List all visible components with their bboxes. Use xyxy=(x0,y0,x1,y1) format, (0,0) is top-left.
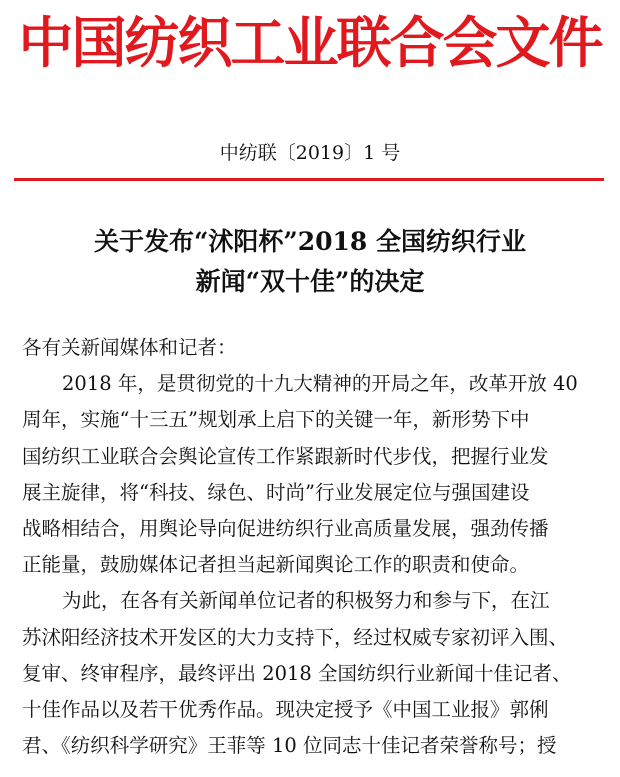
paragraph-line: 为此，在各有关新闻单位记者的积极努力和参与下，在江 xyxy=(62,589,550,613)
document-body xyxy=(22,330,602,764)
paragraph-line: 周年，实施“十三五”规划承上启下的关键一年，新形势下中 xyxy=(22,408,530,432)
paragraph-line: 苏沭阳经济技术开发区的大力支持下，经过权威专家初评入围、 xyxy=(22,625,569,649)
paragraph-1 xyxy=(22,366,602,583)
title-line-1: 关于发布“沭阳杯”2018 全国纺织行业 xyxy=(93,227,527,256)
document-number: 中纺联〔2019〕1 号 xyxy=(219,142,401,164)
paragraph-line: 复审、终审程序，最终评出 2018 全国纺织行业新闻十佳记者、 xyxy=(22,661,572,685)
paragraph-line: 君、《纺织科学研究》王菲等 10 位同志十佳记者荣誉称号；授 xyxy=(22,734,557,758)
paragraph-line: 战略相结合，用舆论导向促进纺织行业高质量发展，强劲传播 xyxy=(22,516,549,540)
header-divider-rule xyxy=(14,178,604,181)
paragraph-line: 国纺织工业联合会舆论宣传工作紧跟新时代步伐，把握行业发 xyxy=(22,444,549,468)
salutation: 各有关新闻媒体和记者： xyxy=(22,336,237,359)
paragraph-line: 展主旋律，将“科技、绿色、时尚”行业发展定位与强国建设 xyxy=(22,480,530,504)
title-line-2: 新闻“双十佳”的决定 xyxy=(195,267,425,296)
document-title xyxy=(0,222,620,302)
document-masthead: 中国纺织工业联合会文件 xyxy=(18,11,602,75)
paragraph-line: 正能量，鼓励媒体记者担当起新闻舆论工作的职责和使命。 xyxy=(22,553,530,577)
paragraph-2 xyxy=(22,583,602,764)
paragraph-line: 2018 年，是贯彻党的十九大精神的开局之年，改革开放 40 xyxy=(62,372,578,396)
paragraph-line: 十佳作品以及若干优秀作品。现决定授予《中国工业报》郭俐 xyxy=(22,697,549,721)
